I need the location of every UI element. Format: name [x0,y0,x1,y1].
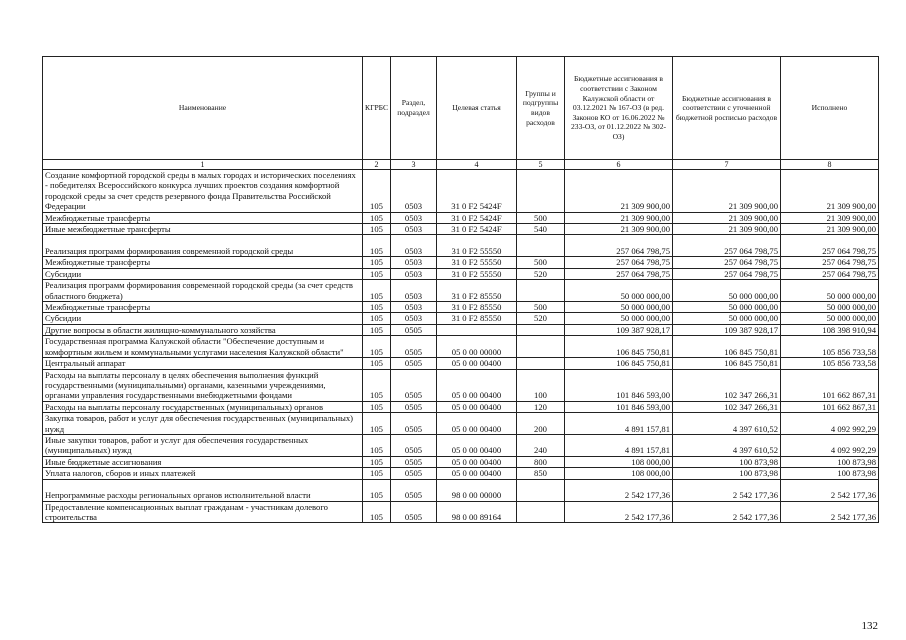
row-budget-law: 21 309 900,00 [565,212,673,223]
row-name: Центральный аппарат [43,358,363,369]
row-budget-refined: 106 845 750,81 [673,358,781,369]
row-target: 31 0 F2 5424F [437,224,517,235]
row-group: 100 [517,369,565,401]
table-row [43,501,879,523]
row-done: 21 309 900,00 [781,212,879,223]
row-kgrbs: 105 [363,302,391,313]
row-razdel: 0503 [391,302,437,313]
row-name: Другие вопросы в области жилищно-коммунального хозяйства [43,324,363,335]
table-row [43,212,879,223]
row-budget-refined: 4 397 610,52 [673,413,781,435]
row-group: 240 [517,434,565,456]
column-number: 4 [437,160,517,170]
table-row [43,336,879,358]
row-done: 4 092 992,29 [781,434,879,456]
row-budget-law: 106 845 750,81 [565,336,673,358]
row-target: 05 0 00 00400 [437,358,517,369]
row-budget-law: 2 542 177,36 [565,479,673,501]
table-row [43,257,879,268]
row-budget-law: 106 845 750,81 [565,358,673,369]
document-page [42,56,878,523]
row-name: Субсидии [43,268,363,279]
row-name: Межбюджетные трансферты [43,212,363,223]
row-razdel: 0503 [391,212,437,223]
column-number: 2 [363,160,391,170]
row-budget-law: 257 064 798,75 [565,235,673,257]
row-target: 98 0 00 89164 [437,501,517,523]
row-kgrbs: 105 [363,313,391,324]
row-budget-law: 101 846 593,00 [565,369,673,401]
row-name: Уплата налогов, сборов и иных платежей [43,468,363,479]
table-row [43,456,879,467]
row-kgrbs: 105 [363,434,391,456]
row-group: 120 [517,401,565,412]
table-header [43,57,879,170]
row-target: 31 0 F2 55550 [437,235,517,257]
table-row [43,224,879,235]
row-budget-refined: 21 309 900,00 [673,212,781,223]
row-target: 31 0 F2 5424F [437,212,517,223]
row-target: 05 0 00 00400 [437,468,517,479]
row-done: 257 064 798,75 [781,257,879,268]
table-row [43,434,879,456]
row-budget-refined: 50 000 000,00 [673,313,781,324]
row-budget-refined: 2 542 177,36 [673,479,781,501]
row-budget-law: 21 309 900,00 [565,170,673,213]
table-row [43,280,879,302]
row-target: 31 0 F2 5424F [437,170,517,213]
column-number: 3 [391,160,437,170]
row-budget-refined: 4 397 610,52 [673,434,781,456]
table-row [43,268,879,279]
row-group [517,235,565,257]
row-done: 4 092 992,29 [781,413,879,435]
table-row [43,413,879,435]
row-name: Иные закупки товаров, работ и услуг для обеспечения государственных (муниципальных) нужд [43,434,363,456]
row-target: 31 0 F2 85550 [437,280,517,302]
row-kgrbs: 105 [363,280,391,302]
row-razdel: 0505 [391,468,437,479]
row-kgrbs: 105 [363,456,391,467]
row-group: 540 [517,224,565,235]
row-budget-law: 21 309 900,00 [565,224,673,235]
header-budget-law: Бюджетные ассигнования в соответствии с Законом Калужской области от 03.12.2021 № 167-ОЗ (в ред. Законов КО от 16.06.2022 № 233-ОЗ, от 01.12.2022 № 302-ОЗ) [565,57,673,160]
row-budget-law: 109 387 928,17 [565,324,673,335]
row-group [517,479,565,501]
row-target: 31 0 F2 85550 [437,313,517,324]
row-target: 31 0 F2 55550 [437,268,517,279]
row-kgrbs: 105 [363,401,391,412]
row-razdel: 0503 [391,170,437,213]
column-number: 5 [517,160,565,170]
header-razdel: Раздел, подраздел [391,57,437,160]
row-kgrbs: 105 [363,268,391,279]
header-done: Исполнено [781,57,879,160]
row-budget-refined: 50 000 000,00 [673,302,781,313]
row-target: 05 0 00 00000 [437,336,517,358]
row-budget-law: 2 542 177,36 [565,501,673,523]
row-group [517,358,565,369]
row-group [517,324,565,335]
row-group: 500 [517,212,565,223]
row-budget-refined: 102 347 266,31 [673,401,781,412]
row-group [517,170,565,213]
row-razdel: 0505 [391,358,437,369]
row-target [437,324,517,335]
row-razdel: 0503 [391,280,437,302]
row-name: Иные межбюджетные трансферты [43,224,363,235]
row-razdel: 0505 [391,501,437,523]
row-kgrbs: 105 [363,336,391,358]
row-target: 05 0 00 00400 [437,413,517,435]
row-budget-refined: 2 542 177,36 [673,501,781,523]
header-target: Целевая статья [437,57,517,160]
row-done: 50 000 000,00 [781,313,879,324]
row-budget-law: 257 064 798,75 [565,268,673,279]
row-budget-law: 108 000,00 [565,468,673,479]
row-budget-refined: 100 873,98 [673,456,781,467]
row-name: Межбюджетные трансферты [43,257,363,268]
row-name: Непрограммные расходы региональных органов исполнительной власти [43,479,363,501]
row-razdel: 0503 [391,224,437,235]
table-row [43,401,879,412]
table-row [43,369,879,401]
row-budget-law: 4 891 157,81 [565,413,673,435]
row-group: 520 [517,268,565,279]
row-done: 100 873,98 [781,468,879,479]
row-budget-refined: 106 845 750,81 [673,336,781,358]
row-kgrbs: 105 [363,413,391,435]
row-razdel: 0503 [391,313,437,324]
row-kgrbs: 105 [363,479,391,501]
row-name: Межбюджетные трансферты [43,302,363,313]
table-row [43,468,879,479]
row-done: 105 856 733,58 [781,336,879,358]
row-done: 108 398 910,94 [781,324,879,335]
row-razdel: 0505 [391,369,437,401]
row-target: 31 0 F2 85550 [437,302,517,313]
row-budget-refined: 257 064 798,75 [673,235,781,257]
table-row [43,302,879,313]
column-number: 8 [781,160,879,170]
row-budget-refined: 100 873,98 [673,468,781,479]
row-budget-law: 50 000 000,00 [565,280,673,302]
column-number: 6 [565,160,673,170]
row-razdel: 0505 [391,324,437,335]
row-target: 05 0 00 00400 [437,401,517,412]
row-done: 257 064 798,75 [781,235,879,257]
row-budget-law: 4 891 157,81 [565,434,673,456]
row-razdel: 0505 [391,401,437,412]
row-name: Расходы на выплаты персоналу государственных (муниципальных) органов [43,401,363,412]
row-group: 800 [517,456,565,467]
row-budget-refined: 21 309 900,00 [673,170,781,213]
row-kgrbs: 105 [363,324,391,335]
row-razdel: 0503 [391,257,437,268]
row-kgrbs: 105 [363,257,391,268]
row-target: 05 0 00 00400 [437,369,517,401]
row-budget-refined: 109 387 928,17 [673,324,781,335]
row-kgrbs: 105 [363,235,391,257]
row-budget-refined: 257 064 798,75 [673,268,781,279]
row-name: Закупка товаров, работ и услуг для обеспечения государственных (муниципальных) нужд [43,413,363,435]
row-budget-law: 108 000,00 [565,456,673,467]
row-done: 50 000 000,00 [781,302,879,313]
row-budget-refined: 102 347 266,31 [673,369,781,401]
header-kgrbs: КГРБС [363,57,391,160]
row-budget-refined: 257 064 798,75 [673,257,781,268]
row-group: 200 [517,413,565,435]
row-group: 850 [517,468,565,479]
row-done: 2 542 177,36 [781,479,879,501]
row-budget-law: 50 000 000,00 [565,302,673,313]
row-kgrbs: 105 [363,468,391,479]
table-row [43,170,879,213]
row-done: 2 542 177,36 [781,501,879,523]
row-name: Предоставление компенсационных выплат гражданам - участникам долевого строительства [43,501,363,523]
row-kgrbs: 105 [363,358,391,369]
row-razdel: 0505 [391,434,437,456]
row-name: Реализация программ формирования современной городской среды (за счет средств областного бюджета) [43,280,363,302]
table-body [43,170,879,523]
row-done: 101 662 867,31 [781,369,879,401]
column-number: 7 [673,160,781,170]
table-row [43,313,879,324]
header-name: Наименование [43,57,363,160]
column-number: 1 [43,160,363,170]
row-kgrbs: 105 [363,212,391,223]
page-number: 132 [861,620,878,632]
table-row [43,324,879,335]
budget-table [42,56,879,523]
row-group: 500 [517,257,565,268]
row-budget-refined: 50 000 000,00 [673,280,781,302]
row-target: 05 0 00 00400 [437,434,517,456]
row-target: 05 0 00 00400 [437,456,517,467]
row-kgrbs: 105 [363,369,391,401]
row-group [517,336,565,358]
row-done: 100 873,98 [781,456,879,467]
row-name: Иные бюджетные ассигнования [43,456,363,467]
row-group: 520 [517,313,565,324]
row-budget-refined: 21 309 900,00 [673,224,781,235]
column-numbers-row [43,160,879,170]
row-kgrbs: 105 [363,224,391,235]
row-budget-law: 50 000 000,00 [565,313,673,324]
row-done: 105 856 733,58 [781,358,879,369]
table-row [43,479,879,501]
row-done: 101 662 867,31 [781,401,879,412]
row-done: 21 309 900,00 [781,224,879,235]
table-row [43,358,879,369]
row-name: Государственная программа Калужской области "Обеспечение доступным и комфортным жильем и коммунальными услугами населения Калужской области" [43,336,363,358]
row-razdel: 0503 [391,268,437,279]
row-group: 500 [517,302,565,313]
row-razdel: 0505 [391,336,437,358]
header-group: Группы и подгруппы видов расходов [517,57,565,160]
table-row [43,235,879,257]
row-budget-law: 101 846 593,00 [565,401,673,412]
row-razdel: 0505 [391,479,437,501]
row-done: 21 309 900,00 [781,170,879,213]
row-name: Расходы на выплаты персоналу в целях обеспечения выполнения функций государственными (муниципальными) органами, казенными учреждениями, органами управления государственными внебюджетными фондами [43,369,363,401]
row-budget-law: 257 064 798,75 [565,257,673,268]
row-name: Реализация программ формирования современной городской среды [43,235,363,257]
row-razdel: 0505 [391,456,437,467]
row-kgrbs: 105 [363,501,391,523]
row-name: Субсидии [43,313,363,324]
row-kgrbs: 105 [363,170,391,213]
row-done: 257 064 798,75 [781,268,879,279]
row-group [517,501,565,523]
row-group [517,280,565,302]
row-name: Создание комфортной городской среды в малых городах и исторических поселениях - победителях Всероссийского конкурса лучших проектов создания комфортной городской среды за счет средств резервного фонда Правительства Российской Федерации [43,170,363,213]
header-budget-refined: Бюджетные ассигнования в соответствии с уточненной бюджетной росписью расходов [673,57,781,160]
row-target: 98 0 00 00000 [437,479,517,501]
row-razdel: 0505 [391,413,437,435]
row-done: 50 000 000,00 [781,280,879,302]
row-razdel: 0503 [391,235,437,257]
row-target: 31 0 F2 55550 [437,257,517,268]
